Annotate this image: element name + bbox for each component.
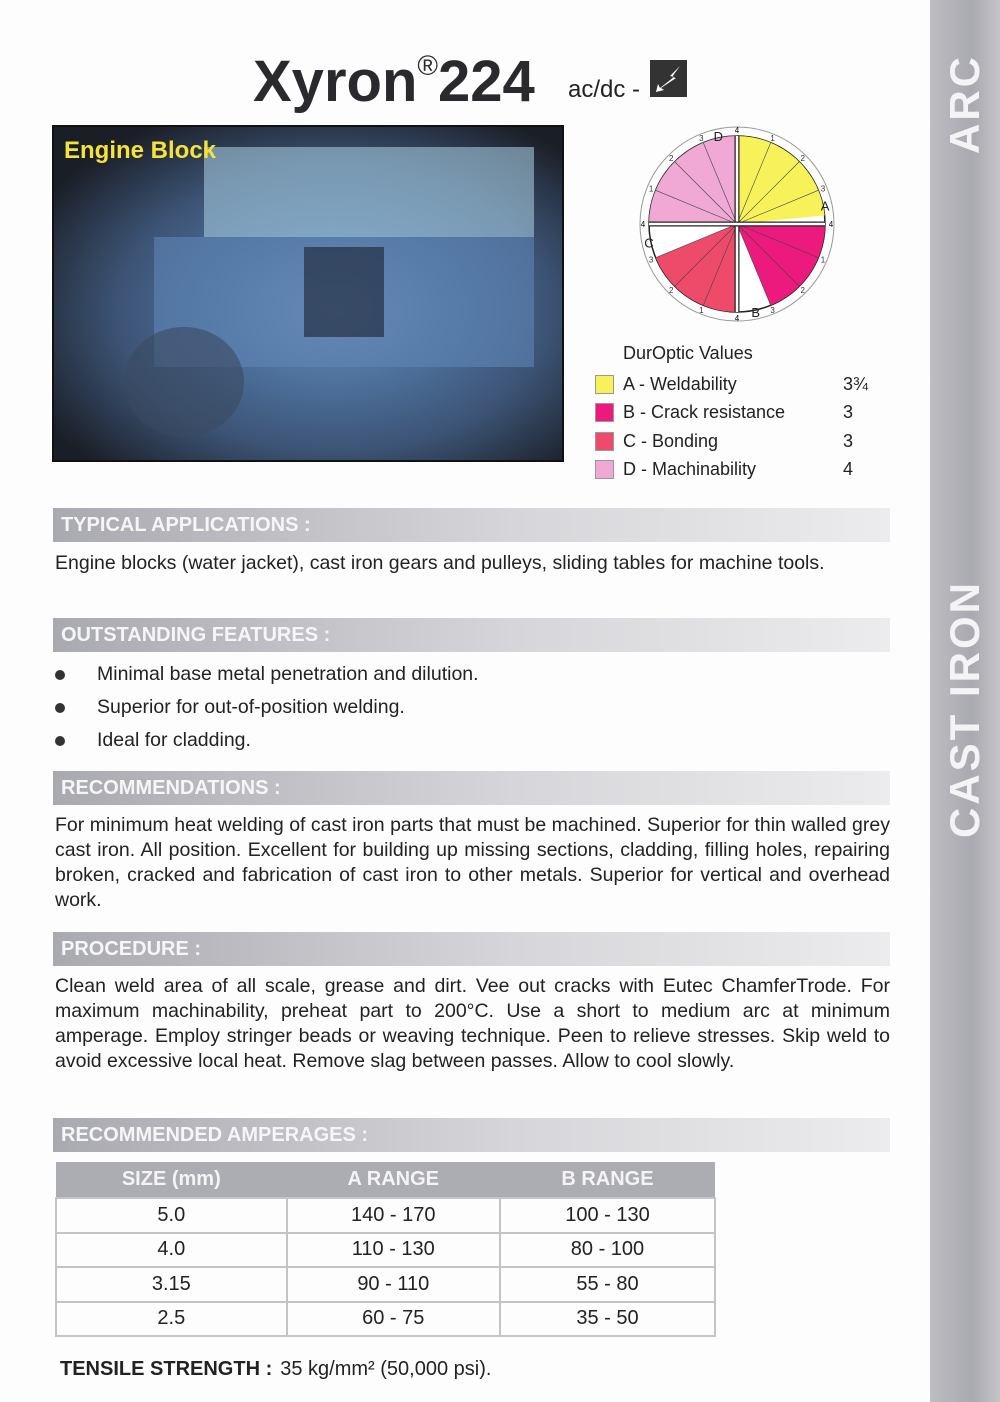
pie-tick-label: 3 bbox=[770, 305, 775, 315]
legend-label: D - Machinability bbox=[623, 459, 757, 480]
table-cell: 4.0 bbox=[56, 1233, 287, 1268]
legend-label: A - Weldability bbox=[623, 373, 737, 394]
bullet-icon bbox=[55, 703, 65, 713]
list-item: Ideal for cladding. bbox=[55, 724, 479, 757]
table-cell: 110 - 130 bbox=[287, 1233, 500, 1268]
duroptic-legend bbox=[595, 343, 868, 484]
recommendations-text: For minimum heat welding of cast iron parts that must be machined. Superior for thin walled grey cast iron. All position. Excellent for building up missing sections, cladding, filling holes, repairing broken, cracked and fabrication of cast iron to other metals. Superior for vertical and overhead work. bbox=[55, 814, 890, 911]
table-cell: 60 - 75 bbox=[287, 1302, 500, 1337]
table-cell: 35 - 50 bbox=[500, 1302, 715, 1337]
table-cell: 100 - 130 bbox=[500, 1198, 715, 1233]
table-cell: 55 - 80 bbox=[500, 1267, 715, 1302]
duroptic-pie-chart bbox=[625, 115, 850, 330]
pie-tick-label: 1 bbox=[699, 305, 704, 315]
table-cell: 3.15 bbox=[56, 1267, 287, 1302]
legend-item bbox=[595, 370, 868, 399]
table-cell: 80 - 100 bbox=[500, 1233, 715, 1268]
pie-category-label: B bbox=[751, 305, 761, 321]
pie-category-label: D bbox=[713, 128, 723, 144]
electrode-icon bbox=[650, 60, 687, 97]
pie-tick-label: 3 bbox=[820, 184, 826, 194]
applications-text: Engine blocks (water jacket), cast iron gears and pulleys, sliding tables for machine tools. bbox=[55, 552, 825, 574]
section-applications-heading: TYPICAL APPLICATIONS : bbox=[53, 508, 890, 542]
legend-item bbox=[595, 456, 868, 485]
table-row bbox=[56, 1302, 715, 1337]
section-amperages-heading: RECOMMENDED AMPERAGES : bbox=[53, 1118, 890, 1152]
legend-label: B - Crack resistance bbox=[623, 402, 786, 423]
column-header: B RANGE bbox=[500, 1162, 715, 1198]
legend-swatch bbox=[595, 375, 614, 394]
table-row bbox=[56, 1198, 715, 1233]
tensile-strength: TENSILE STRENGTH : 35 kg/mm² (50,000 psi). bbox=[60, 1358, 492, 1380]
table-cell: 2.5 bbox=[56, 1302, 287, 1337]
table-row bbox=[56, 1267, 715, 1302]
bullet-icon bbox=[55, 736, 65, 746]
legend-swatch bbox=[595, 432, 614, 451]
process-label: ARC bbox=[941, 54, 988, 154]
category-sidebar bbox=[930, 0, 1000, 1402]
bullet-icon bbox=[55, 670, 65, 680]
legend-value: 3 bbox=[843, 402, 854, 423]
legend-label: C - Bonding bbox=[623, 430, 719, 451]
material-label: CAST IRON bbox=[941, 580, 988, 838]
section-features-heading: OUTSTANDING FEATURES : bbox=[53, 618, 890, 652]
legend-heading: DurOptic Values bbox=[623, 343, 753, 363]
table-cell: 5.0 bbox=[56, 1198, 287, 1233]
legend-item bbox=[595, 399, 868, 428]
legend-value: 3¾ bbox=[843, 373, 869, 394]
pie-tick-label: 4 bbox=[828, 220, 834, 229]
pie-tick-label: 1 bbox=[770, 134, 775, 144]
list-item: Superior for out-of-position welding. bbox=[55, 691, 479, 724]
pie-tick-label: 4 bbox=[734, 126, 740, 135]
legend-value: 4 bbox=[843, 459, 854, 480]
table-cell: 90 - 110 bbox=[287, 1267, 500, 1302]
table-cell: 140 - 170 bbox=[287, 1198, 500, 1233]
table-row bbox=[56, 1233, 715, 1268]
pie-tick-label: 1 bbox=[648, 184, 654, 194]
pie-tick-label: 4 bbox=[734, 314, 740, 323]
pie-tick-label: 2 bbox=[669, 154, 674, 164]
pie-category-label: C bbox=[644, 235, 654, 251]
pie-tick-label: 1 bbox=[820, 255, 826, 265]
pie-tick-label: 2 bbox=[669, 285, 674, 295]
current-type: ac/dc - bbox=[568, 76, 641, 103]
column-header: A RANGE bbox=[287, 1162, 500, 1198]
column-header: SIZE (mm) bbox=[56, 1162, 287, 1198]
procedure-text: Clean weld area of all scale, grease and dirt. Vee out cracks with Eutec ChamferTrode. For maximum machinability, preheat part to 200°C. Use a short to medium arc at minimum amperage. Employ stringer beads or weaving technique. Peen to relieve stresses. Skip weld to avoid excessive local heat. Remove slag between passes. Allow to cool slowly. bbox=[55, 975, 890, 1072]
features-list bbox=[55, 658, 479, 757]
amperage-table bbox=[55, 1162, 716, 1337]
photo-label: Engine Block bbox=[64, 137, 217, 164]
pie-tick-label: 2 bbox=[800, 285, 805, 295]
legend-item bbox=[595, 427, 868, 456]
legend-value: 3 bbox=[843, 430, 854, 451]
section-procedure-heading: PROCEDURE : bbox=[53, 932, 890, 966]
section-recommendations-heading: RECOMMENDATIONS : bbox=[53, 771, 890, 805]
legend-swatch bbox=[595, 403, 614, 422]
pie-tick-label: 3 bbox=[648, 255, 654, 265]
list-item: Minimal base metal penetration and dilution. bbox=[55, 658, 479, 691]
engine-block-photo bbox=[52, 125, 564, 462]
pie-tick-label: 3 bbox=[699, 134, 704, 144]
pie-tick-label: 2 bbox=[800, 154, 805, 164]
legend-swatch bbox=[595, 460, 614, 479]
pie-category-label: A bbox=[820, 198, 830, 214]
pie-tick-label: 4 bbox=[640, 220, 646, 229]
product-title: Xyron®224 bbox=[253, 49, 535, 114]
